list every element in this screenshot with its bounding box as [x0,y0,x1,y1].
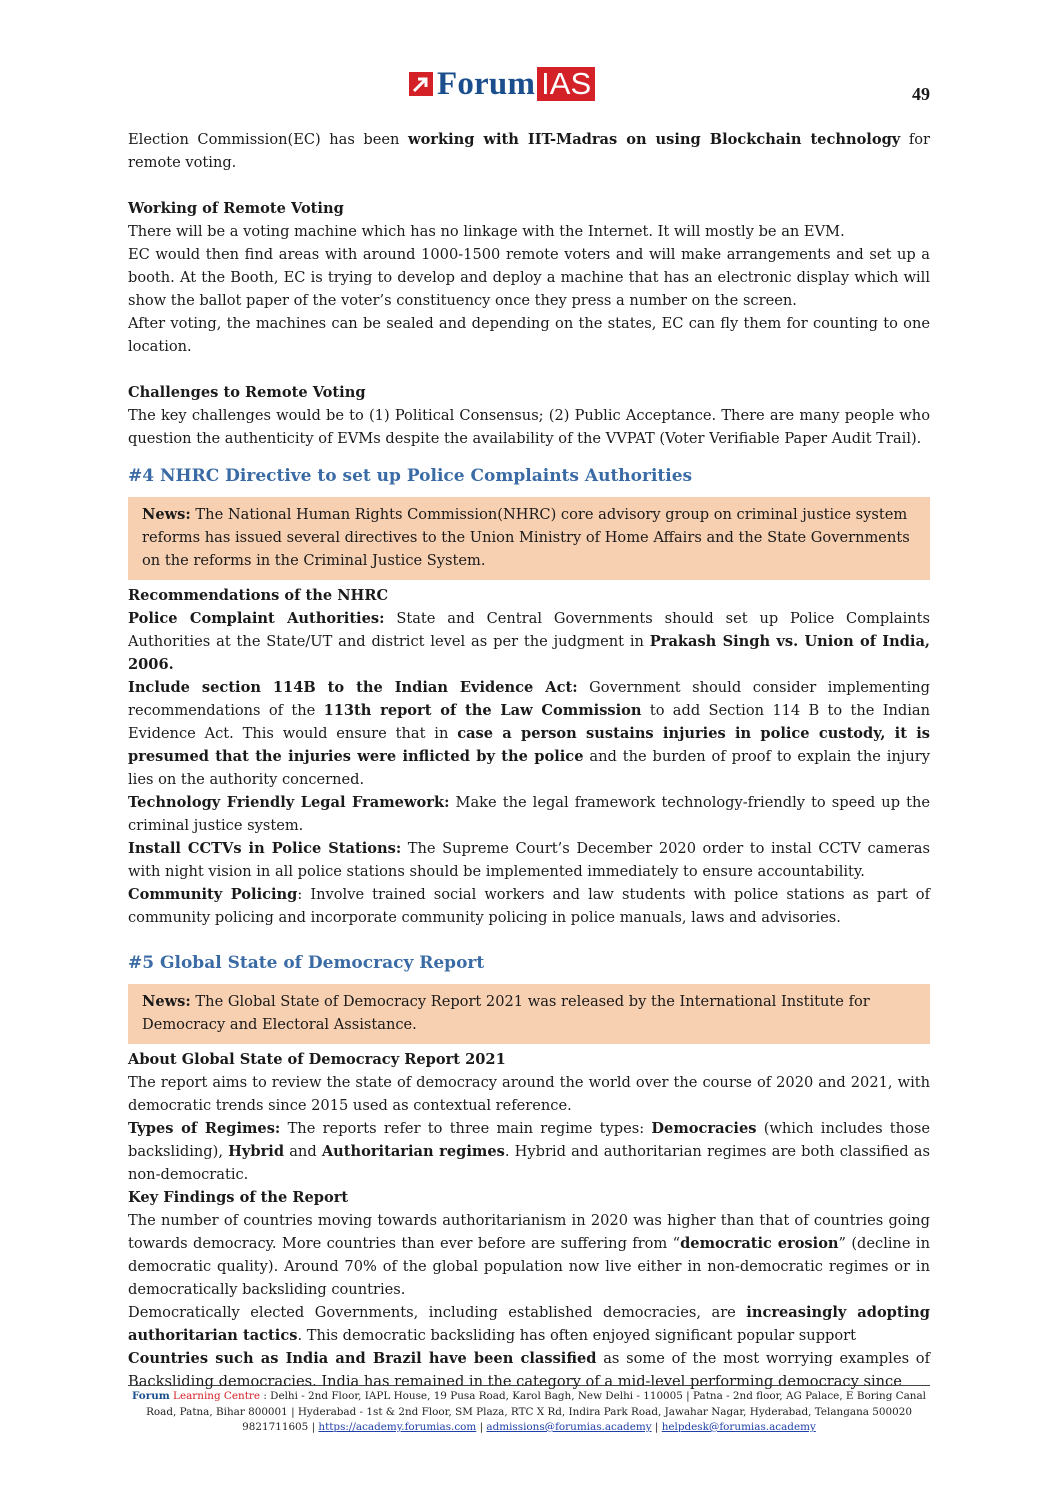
forumias-logo [409,66,595,102]
finding-paragraph-3: Countries such as India and Brazil have been classified as some of the most worrying examples of Backsliding democracies. India has remained in the category of a mid-level performing democracy since [128,1350,930,1390]
about-paragraph: The report aims to review the state of democracy around the world over the course of 2020 and 2021, with democratic trends since 2015 used as contextual reference. [128,1074,930,1114]
footer-divider [128,1385,930,1386]
logo-arrow-icon [409,72,433,96]
academy-link[interactable]: https://academy.forumias.com [318,1421,477,1433]
working-paragraph-3: After voting, the machines can be sealed and depending on the states, EC can fly them for counting to one location. [128,315,930,355]
news-text: The Global State of Democracy Report 2021 was released by the International Institute for Democracy and Electoral Assistance. [142,993,870,1033]
page-content [128,128,930,1393]
cctv-paragraph: Install CCTVs in Police Stations: The Supreme Court’s December 2020 order to instal CCTV cameras with night vision in all police stations should be implemented immediately to ensure accountability. [128,840,930,880]
admissions-email-link[interactable]: admissions@forumias.academy [486,1421,652,1433]
section-4-news-box [128,497,930,580]
logo-ias-text: IAS [537,67,595,101]
about-heading: About Global State of Democracy Report 2021 [128,1051,506,1068]
pca-paragraph: Police Complaint Authorities: State and Central Governments should set up Police Complaints Authorities at the State/UT and district level as per the judgment in Prakash Singh vs. Union of India, 2006. [128,610,930,673]
working-heading: Working of Remote Voting [128,200,344,217]
regime-types-paragraph: Types of Regimes: The reports refer to three main regime types: Democracies (which includes those backsliding), Hybrid and Authoritarian regimes. Hybrid and authoritarian regimes are both classified as non-democratic. [128,1120,930,1183]
evidence-act-paragraph: Include section 114B to the Indian Evidence Act: Government should consider implementing recommendations of the 113th report of the Law Commission to add Section 114 B to the Indian Evidence Act. This would ensure that in case a person sustains injuries in police custody, it is presumed that the injuries were inflicted by the police and the burden of proof to explain the injury lies on the authority concerned. [128,679,930,788]
page-number: 49 [912,84,930,104]
section-4-title: #4 NHRC Directive to set up Police Complaints Authorities [128,466,693,486]
section-5-news-box [128,984,930,1044]
finding-paragraph-1: The number of countries moving towards authoritarianism in 2020 was higher than that of countries going towards democracy. More countries than ever before are suffering from “democratic erosion” (decline in democratic quality). Around 70% of the global population now live either in non-democratic regimes or in democratically backsliding countries. [128,1212,930,1298]
community-policing-paragraph: Community Policing: Involve trained social workers and law students with police stations as part of community policing and incorporate community policing in police manuals, laws and advisories. [128,886,930,926]
intro-paragraph: Election Commission(EC) has been working with IIT-Madras on using Blockchain technology for remote voting. [128,131,930,171]
news-text: The National Human Rights Commission(NHRC) core advisory group on criminal justice system reforms has issued several directives to the Union Ministry of Home Affairs and the State Governments on the reforms in the Criminal Justice System. [142,506,910,569]
logo-forum-text: Forum [437,65,536,102]
footer-phone: 9821711605 [242,1421,309,1433]
footer [128,1389,930,1436]
challenges-heading: Challenges to Remote Voting [128,384,366,401]
tech-paragraph: Technology Friendly Legal Framework: Make the legal framework technology-friendly to speed up the criminal justice system. [128,794,930,834]
working-paragraph-1: There will be a voting machine which has no linkage with the Internet. It will mostly be an EVM. [128,223,845,240]
news-label: News: [142,993,191,1010]
helpdesk-email-link[interactable]: helpdesk@forumias.academy [661,1421,816,1433]
footer-address: Forum Learning Centre : Delhi - 2nd Floor, IAPL House, 19 Pusa Road, Karol Bagh, New Delhi - 110005 | Patna - 2nd floor, AG Palace, E Boring Canal Road, Patna, Bihar 800001 | Hyderabad - 1st & 2nd Floor, SM Plaza, RTC X Rd, Indira Park Road, Jawahar Nagar, Hyderabad, Telangana 500020 [131,1390,927,1418]
news-label: News: [142,506,191,523]
key-findings-heading: Key Findings of the Report [128,1189,349,1206]
challenges-paragraph: The key challenges would be to (1) Political Consensus; (2) Public Acceptance. There are many people who question the authenticity of EVMs despite the availability of the VVPAT (Voter Verifiable Paper Audit Trail). [128,407,930,447]
footer-contacts: 9821711605 | https://academy.forumias.com | admissions@forumias.academy | helpdesk@forumias.academy [242,1421,816,1433]
recommendations-heading: Recommendations of the NHRC [128,587,389,604]
section-5-title: #5 Global State of Democracy Report [128,953,485,973]
finding-paragraph-2: Democratically elected Governments, including established democracies, are increasingly adopting authoritarian tactics. This democratic backsliding has often enjoyed significant popular support [128,1304,930,1344]
working-paragraph-2: EC would then find areas with around 1000-1500 remote voters and will make arrangements and set up a booth. At the Booth, EC is trying to develop and deploy a machine that has an electronic display which will show the ballot paper of the voter’s constituency once they press a number on the screen. [128,246,930,309]
